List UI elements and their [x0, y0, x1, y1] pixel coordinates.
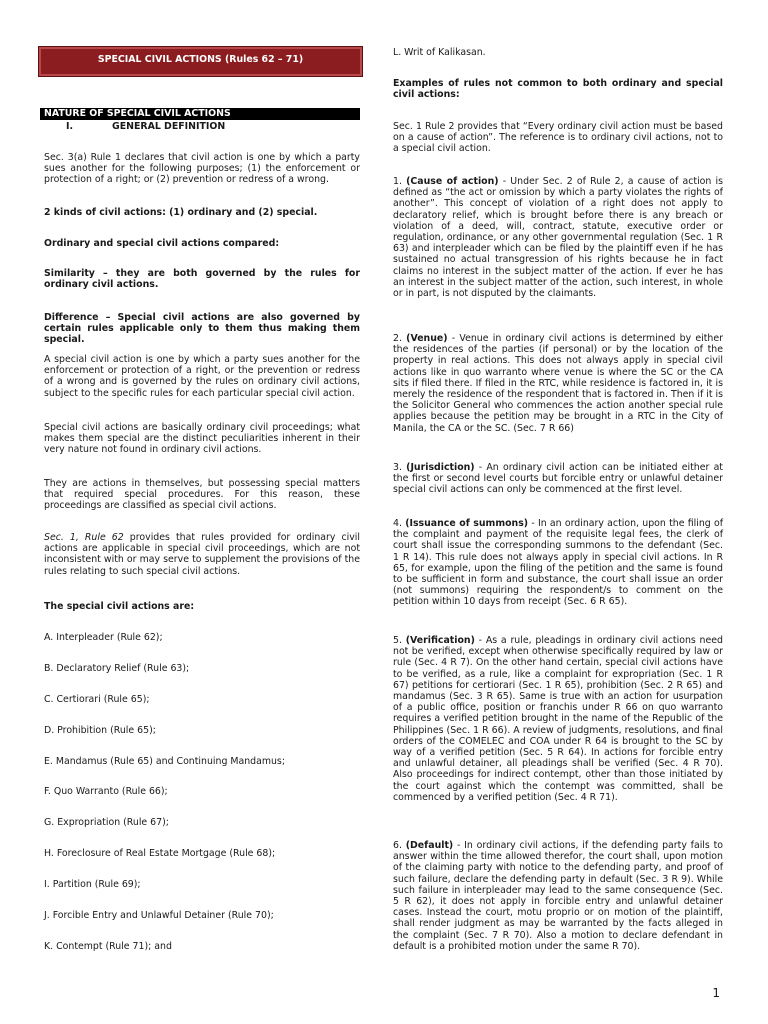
page-number: 1: [712, 986, 720, 1000]
paragraph-compared: Ordinary and special civil actions compared:: [44, 238, 280, 249]
list-item: E. Mandamus (Rule 65) and Continuing Mandamus;: [44, 756, 285, 767]
example-text: - Under Sec. 2 of Rule 2, a cause of action is defined as “the act or omission by which a party violates the rights of another”. This concept of violation of a right does not apply to declaratory relief, which is brought before there is any breach or violation of a deed, will, contract, statute, executive order or regulation, ordinance, or any other governmental regulation (Sec. 1 R 63) and interpleader which can be filed by the plaintiff even if he has sustained no actual transgression of his rights because he in fact claims no interest in the subject matter of the action. If ever he has an interest in the subject matter of the action, such interest, in whole or in part, is not disputed by the claimants.: [393, 176, 723, 300]
example-summons: [393, 518, 723, 608]
paragraph-sec1-rule2: Sec. 1 Rule 2 provides that “Every ordinary civil action must be based on a cause of action”. The reference is to ordinary civil actions, not to a special civil action.: [393, 121, 723, 155]
list-item: C. Certiorari (Rule 65);: [44, 694, 150, 705]
list-item: G. Expropriation (Rule 67);: [44, 817, 169, 828]
example-number: 3.: [393, 462, 407, 473]
paragraph-actions-themselves: They are actions in themselves, but possessing special matters that required special procedures. For this reason, these proceedings are classified as special civil actions.: [44, 478, 360, 512]
section-heading: NATURE OF SPECIAL CIVIL ACTIONS: [44, 108, 231, 119]
example-number: 4.: [393, 518, 406, 529]
list-item: D. Prohibition (Rule 65);: [44, 725, 156, 736]
example-jurisdiction: [393, 462, 723, 496]
list-heading: The special civil actions are:: [44, 601, 195, 612]
example-venue: [393, 333, 723, 434]
example-verification: [393, 635, 723, 803]
section-heading-bar: [40, 108, 360, 120]
list-item-writ: L. Writ of Kalikasan.: [393, 47, 486, 58]
rule-62-text: provides that rules provided for ordinary civil actions are applicable in special civil proceedings, which are not inconsistent with or may serve to supplement the provisions of the rules relating to such special civil actions.: [44, 532, 360, 577]
example-number: 2.: [393, 333, 407, 344]
list-item: I. Partition (Rule 69);: [44, 879, 141, 890]
list-item: B. Declaratory Relief (Rule 63);: [44, 663, 190, 674]
example-text: - As a rule, pleadings in ordinary civil actions need not be verified, except when otherwise specifically required by law or rule (Sec. 4 R 7). On the other hand certain, special civil actions have to be verified, as a rule, like a complaint for expropriation (Sec. 1 R 67) petitions for certiorari (Sec. 1 R 65), prohibition (Sec. 2 R 65) and mandamus (Sec. 3 R 65). Same is true with an action for usurpation of a public office, position or franchis under R 66 on quo warranto requires a verified petition brought in the name of the Republic of the Philippines (Sec. 1 R 66). A review of judgments, resolutions, and final orders of the COMELEC and COA under R 64 is brought to the SC by way of a verified petition (Sec. 5 R 64). In actions for forcible entry and unlawful detainer, all pleadings shall be verified (Sec. 4 R 70). Also proceedings for indirect contempt, other than those initiated by the court against which the contempt was committed, shall be commenced by a verified petition (Sec. 4 R 71).: [393, 635, 723, 803]
example-label: (Cause of action): [406, 176, 499, 187]
example-text: - Venue in ordinary civil actions is determined by either the residences of the parties (if personal) or by the location of the property in real actions. This does not always apply in special civil actions like in quo warranto where venue is where the SC or the CA sits if filed there. If filed in the RTC, while residence is factored in, it is merely the residence of the respondent that is factored in. Then if it is the Solicitor General who commences the action another special rule applies because the petition may be brought in a RTC in the City of Manila, the CA or the SC. (Sec. 7 R 66): [393, 333, 723, 434]
example-label: (Verification): [405, 635, 475, 646]
example-label: (Issuance of summons): [405, 518, 529, 529]
list-item: F. Quo Warranto (Rule 66);: [44, 786, 168, 797]
example-number: 6.: [393, 840, 406, 851]
examples-heading: Examples of rules not common to both ordinary and special civil actions:: [393, 78, 723, 101]
example-number: 1.: [393, 176, 407, 187]
example-label: (Jurisdiction): [406, 462, 475, 473]
example-default: [393, 840, 723, 952]
example-text: - In an ordinary action, upon the filing of the complaint and payment of the requisite legal fees, the clerk of court shall issue the corresponding summons to the defendant (Sec. 1 R 14). This rule does not always apply in special civil actions. In R 65, for example, upon the filing of the petition and the same is found to be sufficient in form and substance, the court shall issue an order (not summons) requiring the respondent/s to comment on the petition within 10 days from receipt (Sec. 6 R 65).: [393, 518, 723, 608]
title-banner-text: SPECIAL CIVIL ACTIONS (Rules 62 – 71): [97, 54, 304, 65]
paragraph-rule-62: [44, 532, 360, 577]
example-text: - An ordinary civil action can be initiated either at the first or second level courts but forcible entry or unlawful detainer special civil actions can only be commenced at the first level.: [393, 462, 723, 496]
rule-62-citation: Sec. 1, Rule 62: [44, 532, 124, 543]
example-label: (Default): [405, 840, 454, 851]
example-number: 5.: [393, 635, 406, 646]
example-label: (Venue): [406, 333, 448, 344]
title-banner: [38, 46, 363, 77]
subsection-title: GENERAL DEFINITION: [112, 121, 226, 132]
list-item: H. Foreclosure of Real Estate Mortgage (Rule 68);: [44, 848, 276, 859]
subsection-number: I.: [66, 121, 74, 132]
paragraph-kinds: 2 kinds of civil actions: (1) ordinary and (2) special.: [44, 207, 318, 218]
example-cause-of-action: [393, 176, 723, 299]
list-item: J. Forcible Entry and Unlawful Detainer (Rule 70);: [44, 910, 274, 921]
list-item: K. Contempt (Rule 71); and: [44, 941, 172, 952]
paragraph-similarity: Similarity – they are both governed by the rules for ordinary civil actions.: [44, 268, 360, 291]
example-text: - In ordinary civil actions, if the defending party fails to answer within the time allowed therefor, the court shall, upon motion of the claiming party with notice to the defending party, and proof of such failure, declare the defending party in default (Sec. 3 R 9). While such failure in interpleader may lead to the same consequence (Sec. 5 R 62), it does not apply in forcible entry and unlawful detainer cases. Instead the court, motu proprio or on motion of the plaintiff, shall render judgment as may be warranted by the facts alleged in the complaint (Sec. 7 R 70). Also a motion to declare defendant in default is a prohibited motion under the same R 70).: [393, 840, 723, 952]
paragraph-basically: Special civil actions are basically ordinary civil proceedings; what makes them special are the distinct peculiarities inherent in their very nature not found in ordinary civil actions.: [44, 422, 360, 456]
paragraph-definition: Sec. 3(a) Rule 1 declares that civil action is one by which a party sues another for the following purposes; (1) the enforcement or protection of a right; or (2) prevention or redress of a wrong.: [44, 152, 360, 186]
paragraph-difference: Difference – Special civil actions are also governed by certain rules applicable only to them thus making them special.: [44, 312, 360, 346]
list-item: A. Interpleader (Rule 62);: [44, 632, 163, 643]
paragraph-special-action: A special civil action is one by which a party sues another for the enforcement or protection of a right, or the prevention or redress of a wrong and is governed by the rules on ordinary civil actions, subject to the specific rules for each particular special civil action.: [44, 354, 360, 399]
